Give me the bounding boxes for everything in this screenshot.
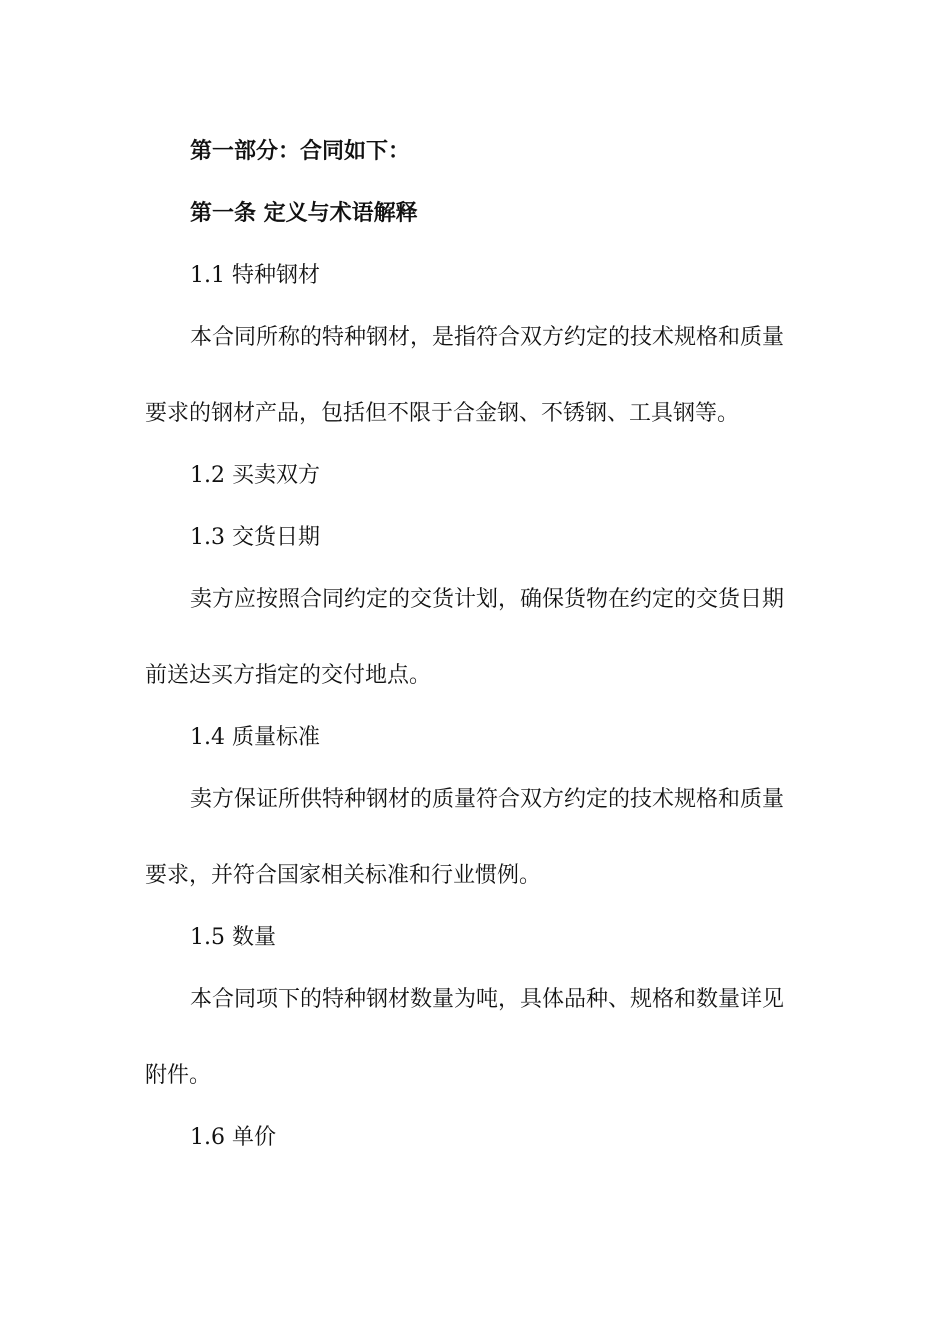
section-1-5-paragraph-line-2: 附件。 (145, 1063, 212, 1088)
section-1-5-heading: 1.5 数量 (190, 925, 276, 950)
section-1-6-heading: 1.6 单价 (190, 1125, 276, 1150)
section-1-1-heading: 1.1 特种钢材 (190, 263, 320, 288)
section-1-4-heading: 1.4 质量标准 (190, 725, 320, 750)
article-heading: 第一条 定义与术语解释 (190, 201, 418, 226)
section-1-3-paragraph-line-1: 卖方应按照合同约定的交货计划，确保货物在约定的交货日期 (190, 587, 785, 612)
section-1-4-paragraph-line-2: 要求，并符合国家相关标准和行业惯例。 (145, 863, 542, 888)
section-1-4-paragraph-line-1: 卖方保证所供特种钢材的质量符合双方约定的技术规格和质量 (190, 787, 785, 812)
section-1-2-heading: 1.2 买卖双方 (190, 463, 320, 488)
section-1-3-paragraph-line-2: 前送达买方指定的交付地点。 (145, 663, 432, 688)
part-heading: 第一部分：合同如下： (190, 139, 411, 164)
section-1-3-heading: 1.3 交货日期 (190, 525, 320, 550)
section-1-1-paragraph-line-1: 本合同所称的特种钢材，是指符合双方约定的技术规格和质量 (190, 325, 785, 350)
section-1-1-paragraph-line-2: 要求的钢材产品，包括但不限于合金钢、不锈钢、工具钢等。 (145, 401, 740, 426)
section-1-5-paragraph-line-1: 本合同项下的特种钢材数量为吨，具体品种、规格和数量详见 (190, 987, 785, 1012)
